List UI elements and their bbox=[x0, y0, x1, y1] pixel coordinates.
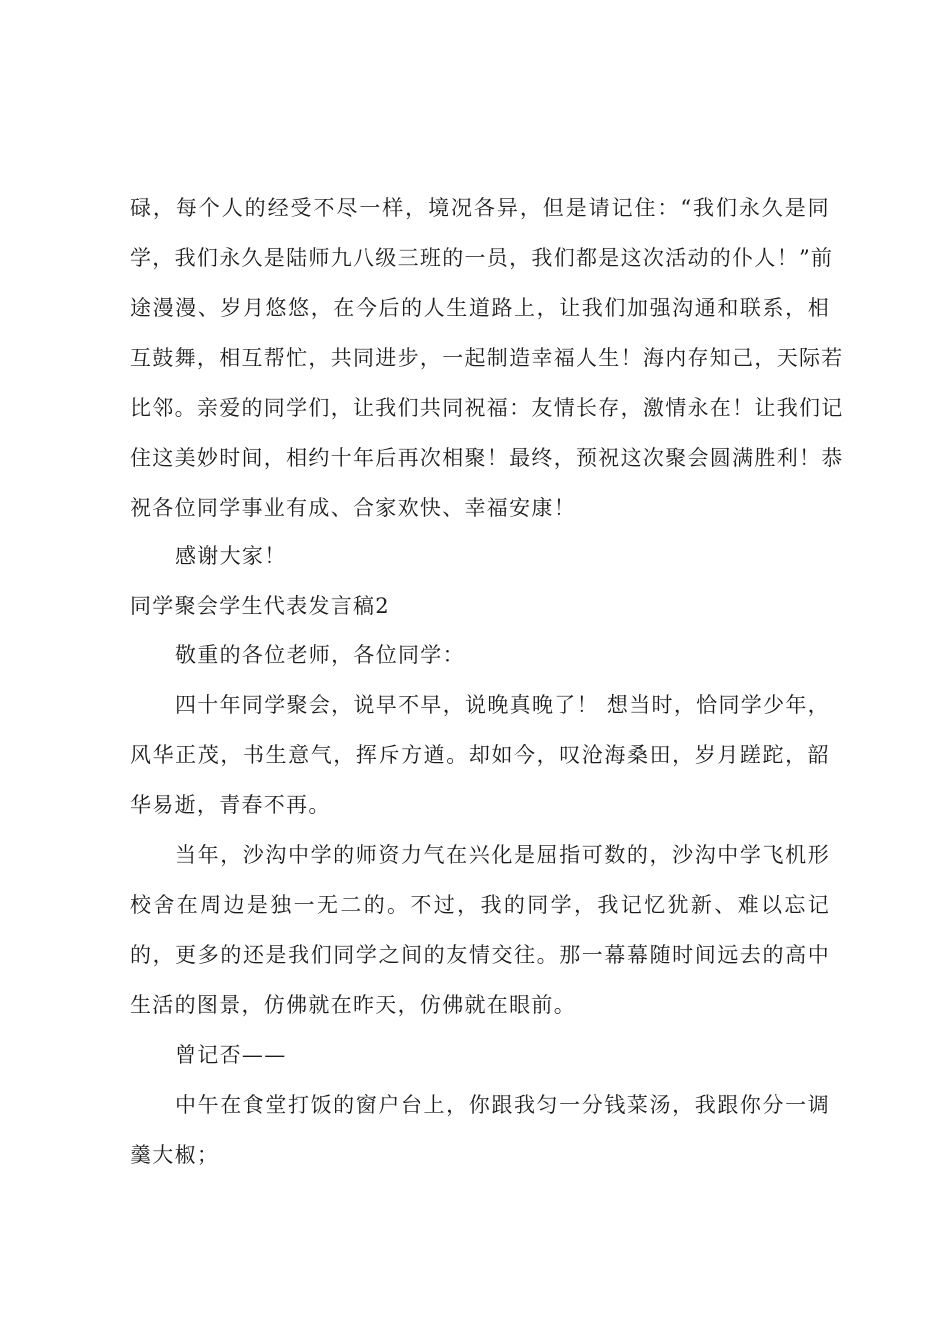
paragraph-line: 生活的图景，仿佛就在昨天，仿佛就在眼前。 bbox=[130, 993, 576, 1017]
paragraph-line: 互鼓舞，相互帮忙，共同进步，一起制造幸福人生！海内存知己，天际若 bbox=[130, 346, 844, 370]
paragraph-line: 学，我们永久是陆师九八级三班的一员，我们都是这次活动的仆人！”前 bbox=[130, 246, 834, 270]
paragraph-line: 风华正茂，书生意气，挥斥方遒。却如今，叹沧海桑田，岁月蹉跎，韶 bbox=[130, 743, 830, 767]
paragraph-line: 碌，每个人的经受不尽一样，境况各异，但是请记住：“我们永久是同 bbox=[130, 196, 830, 220]
paragraph-line: 四十年同学聚会，说早不早，说晚真晚了！ 想当时，恰同学少年， bbox=[175, 693, 830, 717]
thanks-line: 感谢大家！ bbox=[175, 544, 287, 568]
recall-line: 曾记否—— bbox=[175, 1043, 287, 1067]
greeting-line: 敬重的各位老师，各位同学： bbox=[175, 643, 465, 667]
paragraph-line: 的，更多的还是我们同学之间的友情交往。那一幕幕随时间远去的高中 bbox=[130, 943, 830, 967]
paragraph-line: 比邻。亲爱的同学们，让我们共同祝福：友情长存，激情永在！让我们记 bbox=[130, 396, 844, 420]
paragraph-line: 羹大椒； bbox=[130, 1143, 220, 1167]
paragraph-line: 中午在食堂打饭的窗户台上，你跟我匀一分钱菜汤，我跟你分一调 bbox=[175, 1093, 830, 1117]
paragraph-line: 华易逝，青春不再。 bbox=[130, 793, 331, 817]
paragraph-line: 当年，沙沟中学的师资力气在兴化是屈指可数的，沙沟中学飞机形 bbox=[175, 843, 830, 867]
paragraph-line: 祝各位同学事业有成、合家欢快、幸福安康！ bbox=[130, 496, 576, 520]
paragraph-line: 途漫漫、岁月悠悠，在今后的人生道路上，让我们加强沟通和联系，相 bbox=[130, 296, 830, 320]
section-title: 同学聚会学生代表发言稿2 bbox=[130, 594, 390, 618]
paragraph-line: 住这美妙时间，相约十年后再次相聚！最终，预祝这次聚会圆满胜利！恭 bbox=[130, 446, 844, 470]
paragraph-line: 校舍在周边是独一无二的。不过，我的同学，我记忆犹新、难以忘记 bbox=[130, 893, 830, 917]
